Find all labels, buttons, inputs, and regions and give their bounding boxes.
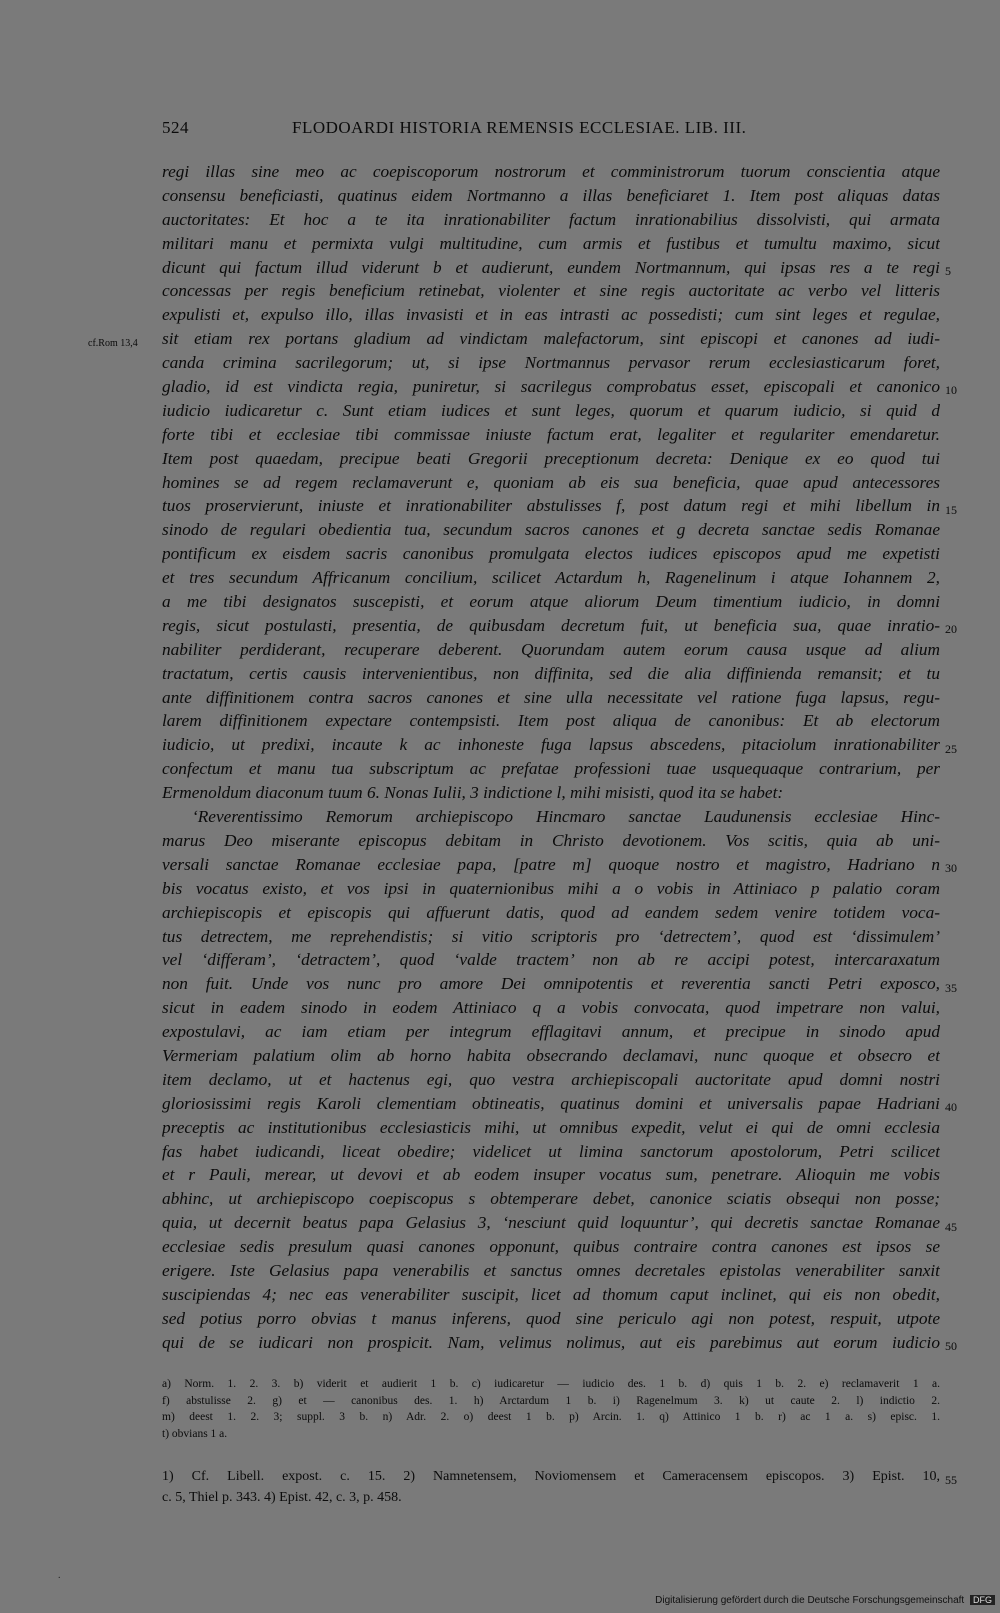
line-number: 40 xyxy=(945,1100,957,1115)
text-line: tus detrectem, me reprehendistis; si vitio scriptoris pro ‘detrectem’, quod est ‘dissimulem’ xyxy=(162,926,940,946)
text-line: Ermenoldum diaconum tuum 6. Nonas Iulii, 3 indictione l, mihi misisti, quod ita se habet: xyxy=(162,783,784,803)
text-line: tractatum, certis causis intervenientibus, non diffinita, sed die alia diffinienda remansit; et tu xyxy=(162,663,940,683)
text-line: erigere. Iste Gelasius papa venerabilis et sanctus omnes decretales epistolas venerabiliter sanxit xyxy=(162,1260,940,1280)
scan-mark: . xyxy=(58,1570,61,1581)
page-number: 524 xyxy=(162,118,189,137)
footnote-line: 1) Cf. Libell. expost. c. 15. 2) Namnetensem, Noviomensem et Cameracensem episcopos. 3) Epist. 10, xyxy=(162,1469,940,1484)
text-line: pontificum ex eisdem sacris canonibus promulgata electos iudices episcopos apud me expetisti xyxy=(162,544,940,564)
text-line: ‘Reverentissimo Remorum archiepiscopo Hincmaro sanctae Laudunensis ecclesiae Hinc- xyxy=(192,807,940,827)
main-text xyxy=(88,160,957,1355)
text-line: versali sanctae Romanae ecclesiae papa, [patre m] quoque nostro et magistro, Hadriano n xyxy=(162,854,940,874)
text-line: bis vocatus existo, et vos ipsi in quaternionibus mihi a o vobis in Attiniaco p palatio coram xyxy=(162,878,940,898)
text-line: expostulavi, ac iam etiam per integrum efflagitavi annum, et precipue in sinodo apud xyxy=(162,1022,940,1042)
apparatus-line: t) obvians 1 a. xyxy=(162,1427,228,1440)
line-number: 5 xyxy=(945,263,951,278)
text-line: militari manu et permixta vulgi multitudine, cum armis et fustibus et tumultu maximo, sicut xyxy=(162,233,940,253)
text-line: gladio, id est vindicta regia, puniretur, si sacrilegus comprobatus esset, episcopali et canonico xyxy=(162,377,940,397)
text-line: item declamo, ut et hactenus egi, quo vestra archiepiscopali auctoritate apud domni nostri xyxy=(162,1069,940,1089)
text-line: sinodo de regulari obedientia tua, secundum sacros canones et g decreta sanctae sedis Romanae xyxy=(162,520,940,540)
footnotes xyxy=(162,1466,957,1508)
text-line: et tres secundum Affricanum concilium, scilicet Actardum h, Ragenelinum i atque Iohannem 2, xyxy=(162,568,940,588)
running-title: FLODOARDI HISTORIA REMENSIS ECCLESIAE. LIB. III. xyxy=(292,118,747,137)
text-line: abhinc, ut archiepiscopo coepiscopus s obtemperare debet, canonice sciatis obsequi non posse; xyxy=(162,1189,940,1209)
text-line: canda crimina sacrilegorum; ut, si ipse Nortmannus pervasor rerum ecclesiasticarum foret, xyxy=(162,353,940,373)
text-line: et r Pauli, merear, ut devovi et ab eodem insuper vocatus sum, penetrare. Alioquin me vobis xyxy=(162,1165,940,1185)
text-line: ante diffinitionem contra sacros canones et sine ulla necessitate vel ratione fuga lapsus, regu- xyxy=(162,687,940,707)
line-number: 15 xyxy=(945,502,957,517)
line-number: 35 xyxy=(945,980,957,995)
text-line: non fuit. Unde vos nunc pro amore Dei omnipotentis et reverentia sancti Petri exposco, xyxy=(162,974,940,994)
text-line: regi illas sine meo ac coepiscoporum nostrorum et comministrorum tuorum conscientia atque xyxy=(162,162,940,181)
text-line: qui de se iudicari non prospicit. Nam, velimus nolimus, aut eis parebimus aut eorum iudicio xyxy=(162,1332,940,1352)
text-line: Vermeriam palatium olim ab horno habita obsecrando declamavi, nunc quoque et obsecro et xyxy=(162,1045,940,1065)
digitization-credit xyxy=(615,1595,995,1611)
text-line: fas habet iudicandi, liceat obedire; videlicet ut limina sanctorum apostolorum, Petri scilicet xyxy=(162,1141,940,1161)
text-line: nabiliter perdiderant, recuperare deberent. Quorundam autem eorum causa usque ad alium xyxy=(162,639,940,659)
text-line: sit etiam rex portans gladium ad vindictam malefactorum, sint episcopi et canones ad iudi- xyxy=(162,329,940,349)
text-line: regis, sicut postulasti, presentia, de quibusdam decretum fuit, ut beneficia sua, quae inratio- xyxy=(162,615,940,635)
text-line: suscipiendas 4; nec eas venerabiliter suscipit, licet ad thomum caput inclinet, qui eis non obedit, xyxy=(162,1284,940,1304)
text-line: forte tibi et ecclesiae tibi commissae iniuste factum erat, legaliter et regulariter emendaretur. xyxy=(162,424,940,444)
line-number: 55 xyxy=(945,1473,957,1487)
text-line: homines se ad regem reclamaverunt e, quoniam ab eis sua beneficia, quae apud antecessores xyxy=(162,472,940,492)
line-number: 30 xyxy=(945,861,957,876)
text-line: iudicio iudicaretur c. Sunt etiam iudices et sunt leges, quorum et quarum iudicio, si quid d xyxy=(162,400,940,420)
line-number: 50 xyxy=(945,1339,957,1354)
line-number: 20 xyxy=(945,622,957,637)
apparatus-line: a) Norm. 1. 2. 3. b) viderit et audierit 1 b. c) iudicaretur — iudicio des. 1 b. d) quis 1 b. 2. e) reclamaverit 1 a. xyxy=(162,1378,940,1390)
line-number: 25 xyxy=(945,741,957,756)
line-number: 45 xyxy=(945,1219,957,1234)
text-line: archiepiscopis et episcopis qui affuerunt datis, quod ad eandem sedem venire totidem voca- xyxy=(162,902,940,922)
text-line: sed potius porro obvias t manus inferens, quod sine periculo agi non potest, respuit, utpote xyxy=(162,1308,940,1328)
text-line: confectum et manu tua subscriptum ac prefatae professioni tuae usquequaque contrarium, per xyxy=(162,759,940,779)
text-line: larem diffinitionem expectare contempsisti. Item post aliqua de canonibus: Et ab electorum xyxy=(162,711,940,731)
apparatus-line: f) abstulisse 2. g) et — canonibus des. 1. h) Arctardum 1 b. i) Ragenelmum 3. k) ut caute 2. l) indictio 2. xyxy=(162,1394,940,1407)
text-line: marus Deo miserante episcopus debitam in Christo devotionem. Vos scitis, quia ab uni- xyxy=(162,830,940,850)
text-line: consensu beneficiasti, quatinus eidem Nortmanno a illas beneficiaret 1. Item post aliquas datas xyxy=(162,185,940,205)
text-line: a me tibi designatos suscepisti, et eorum atque aliorum Deum timentium iudicio, in domni xyxy=(162,592,940,612)
text-line: concessas per regis beneficium retinebat, violenter et sine regis auctoritate ac verbo vel litteris xyxy=(162,281,940,301)
dfg-logo: DFG xyxy=(970,1595,995,1605)
critical-apparatus xyxy=(162,1376,940,1442)
text-line: quia, ut decernit beatus papa Gelasius 3, ‘nesciunt quid loquuntur’, qui decretis sanctae Romanae xyxy=(162,1213,940,1233)
credit-text: Digitalisierung gefördert durch die Deutsche Forschungsgemeinschaft xyxy=(655,1595,965,1606)
text-line: preceptis ac institutionibus ecclesiasticis mihi, ut omnibus expedit, velut ei qui de omni ecclesia xyxy=(162,1117,940,1137)
text-line: gloriosissimi regis Karoli clementiam obtineatis, quatinus domini et universalis papae Hadriani xyxy=(162,1093,940,1113)
text-line: iudicio, ut predixi, incaute k ac inhoneste fuga lapsus abscedens, pitaciolum inrationabiliter xyxy=(162,735,940,755)
text-line: expulisti et, expulso illo, illas invasisti et in eas intrasti ac possedisti; cum sint leges et regulae, xyxy=(162,305,940,325)
running-header xyxy=(162,118,807,144)
text-line: auctoritates: Et hoc a te ita inrationabiliter factum inrationabilius dissolvisti, qui armata xyxy=(162,209,940,229)
line-number: 10 xyxy=(945,383,957,398)
text-line: dicunt qui factum illud viderunt b et audierunt, eundem Nortmannum, qui ipsas res a te regi xyxy=(162,257,940,277)
text-line: Item post quaedam, precipue beati Gregorii preceptionum decreta: Denique ex eo quod tui xyxy=(162,448,940,468)
margin-reference: cf.Rom 13,4 xyxy=(88,338,138,350)
apparatus-line: m) deest 1. 2. 3; suppl. 3 b. n) Adr. 2. o) deest 1 b. p) Arcin. 1. q) Attinico 1 b. r) ac 1 a. s) episc. 1. xyxy=(162,1411,940,1423)
text-line: tuos proservierunt, iniuste et inrationabiliter abstulisses f, post datum regi et mihi libellum in xyxy=(162,496,940,516)
footnote-line: c. 5, Thiel p. 343. 4) Epist. 42, c. 3, p. 458. xyxy=(162,1490,402,1505)
text-line: sicut in eadem sinodo in eodem Attiniaco q a vobis convocata, quod impetrare non valui, xyxy=(162,998,940,1018)
text-line: ecclesiae sedis presulum quasi canones opponunt, quibus contraire contra canones est ipsos se xyxy=(162,1237,940,1257)
text-line: vel ‘differam’, ‘detractem’, quod ‘valde tractem’ non ab re accipi potest, intercaraxatum xyxy=(162,950,940,970)
